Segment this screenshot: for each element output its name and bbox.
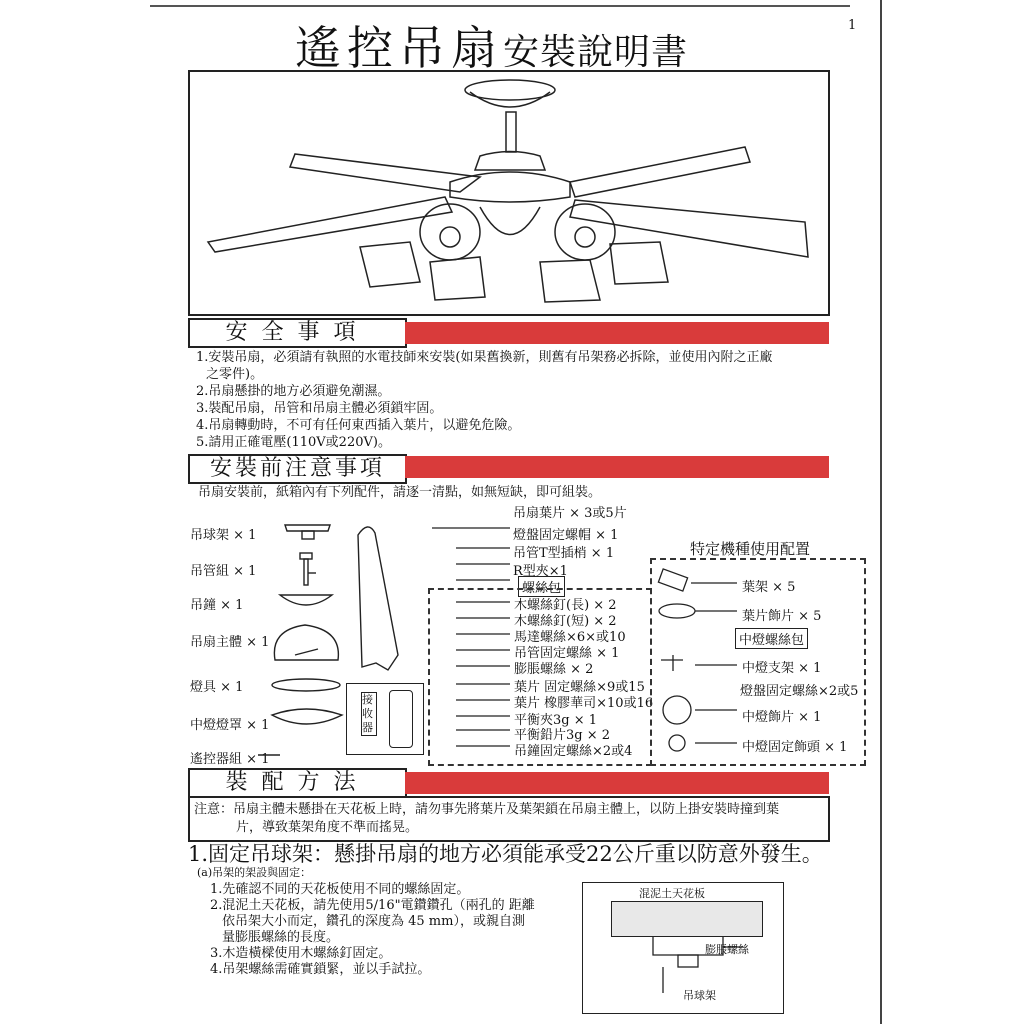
preinstall-accent-bar xyxy=(405,456,829,478)
screw-blade: 葉片 固定螺絲×9或15 xyxy=(514,680,645,695)
ceiling-diagram xyxy=(582,882,784,1014)
page-title xyxy=(295,12,688,78)
safety-item-1: 1.安裝吊扇，必須請有執照的水電技師來安裝(如果舊換新，則舊有吊架務必拆除，並使用內附之正廠 xyxy=(196,350,773,365)
ball-bracket-label: 吊球架 xyxy=(683,989,716,1002)
ceiling-label: 混泥土天花板 xyxy=(639,887,705,900)
title-sub: 安裝說明書 xyxy=(503,32,689,73)
assembly-step-2-cont1: 依吊架大小而定，鑽孔的深度為 45 mm），或親自測 xyxy=(222,914,525,929)
top-rule xyxy=(150,5,850,7)
right-margin-rule xyxy=(880,0,882,1024)
screw-wood-long: 木螺絲釘(長) × 2 xyxy=(514,598,617,613)
anchor-bolt-label: 膨脹螺絲 xyxy=(705,943,749,956)
part-canopy: 吊鐘 × 1 xyxy=(190,598,244,613)
ceiling-fan-illustration xyxy=(190,72,828,314)
screw-motor: 馬達螺絲×6×或10 xyxy=(514,630,626,645)
light-plate-screw: 燈盤固定螺絲×2或5 xyxy=(740,684,859,699)
special-drawings xyxy=(655,565,740,755)
center-bracket: 中燈支架 × 1 xyxy=(742,661,822,676)
special-config-title: 特定機種使用配置 xyxy=(690,540,811,558)
part-center-shade: 中燈燈罩 × 1 xyxy=(190,718,270,733)
preinstall-heading: 安裝前注意事項 xyxy=(188,454,407,484)
safety-item-3: 3.裝配吊扇，吊管和吊扇主體必須鎖牢固。 xyxy=(196,401,443,416)
part-light-nut: 燈盤固定螺帽 × 1 xyxy=(513,528,619,543)
part-ball-bracket: 吊球架 × 1 xyxy=(190,528,257,543)
assembly-step-3: 3.木造橫樑使用木螺絲釘固定。 xyxy=(210,946,392,961)
safety-item-5: 5.請用正確電壓(110V或220V)。 xyxy=(196,435,391,450)
part-light-kit: 燈具 × 1 xyxy=(190,680,244,695)
balance-weight: 平衡鉛片3g × 2 xyxy=(514,728,611,743)
safety-item-4: 4.吊扇轉動時，不可有任何東西插入葉片，以避免危險。 xyxy=(196,418,521,433)
part-downrod: 吊管組 × 1 xyxy=(190,564,257,579)
part-r-clip: R型夾×1 xyxy=(513,564,568,579)
receiver-label: 接收器 xyxy=(361,692,377,736)
assembly-note-line2: 片，導致葉架角度不準而搖晃。 xyxy=(236,820,419,835)
bracket-sub-heading: (a)吊架的架設與固定： xyxy=(197,866,312,879)
safety-accent-bar xyxy=(405,322,829,344)
screw-drawings xyxy=(430,520,514,760)
fan-illustration-frame xyxy=(188,70,830,316)
balance-clip: 平衡夾3g × 1 xyxy=(514,713,598,728)
center-pack-title: 中燈螺絲包 xyxy=(735,628,808,649)
part-motor-body: 吊扇主體 × 1 xyxy=(190,635,270,650)
page-number: 1 xyxy=(848,18,857,33)
preinstall-intro: 吊扇安裝前，紙箱內有下列配件，請逐一清點，如無短缺，即可組裝。 xyxy=(198,485,602,500)
part-t-pin: 吊管T型插梢 × 1 xyxy=(513,546,615,561)
assembly-heading: 裝配方法 xyxy=(188,768,407,798)
assembly-note-box xyxy=(188,796,830,842)
safety-heading: 安全事項 xyxy=(188,318,407,348)
special-blade-arm: 葉架 × 5 xyxy=(742,580,796,595)
assembly-note-line1: 注意：吊扇主體未懸掛在天花板上時，請勿事先將葉片及葉架鎖在吊扇主體上，以防上掛安裝時撞到葉 xyxy=(194,802,780,817)
concrete-slab xyxy=(611,901,763,937)
center-trim: 中燈飾片 × 1 xyxy=(742,710,822,725)
part-remote-set: 遙控器組 × 1 xyxy=(190,752,270,767)
part-blades: 吊扇葉片 × 3或5片 xyxy=(513,506,627,521)
screw-wood-short: 木螺絲釘(短) × 2 xyxy=(514,614,617,629)
step1-heading: 1.固定吊球架：懸掛吊扇的地方必須能承受22公斤重以防意外發生。 xyxy=(188,842,823,866)
screw-downrod: 吊管固定螺絲 × 1 xyxy=(514,646,620,661)
safety-item-2: 2.吊扇懸掛的地方必須避免潮濕。 xyxy=(196,384,391,399)
assembly-step-1: 1.先確認不同的天花板使用不同的螺絲固定。 xyxy=(210,882,470,897)
center-finial: 中燈固定飾頭 × 1 xyxy=(742,740,848,755)
washer-blade: 葉片 橡膠華司×10或16 xyxy=(514,696,654,711)
assembly-step-4: 4.吊架螺絲需確實鎖緊，並以手試拉。 xyxy=(210,962,431,977)
screw-pack-title: 螺絲包 xyxy=(518,576,565,597)
title-main: 遙控吊扇 xyxy=(295,21,503,75)
assembly-accent-bar xyxy=(405,772,829,794)
safety-item-1-cont: 之零件)。 xyxy=(206,367,264,382)
assembly-step-2-cont2: 量膨脹螺絲的長度。 xyxy=(222,930,340,945)
screw-anchor: 膨脹螺絲 × 2 xyxy=(514,662,594,677)
remote-receiver-box xyxy=(346,683,424,755)
assembly-step-2: 2.混泥土天花板，請先使用5/16"電鑽鑽孔（兩孔的 距離 xyxy=(210,898,535,913)
remote-control-icon xyxy=(389,690,413,748)
screw-canopy: 吊鐘固定螺絲×2或4 xyxy=(514,744,633,759)
special-blade-trim: 葉片飾片 × 5 xyxy=(742,609,822,624)
